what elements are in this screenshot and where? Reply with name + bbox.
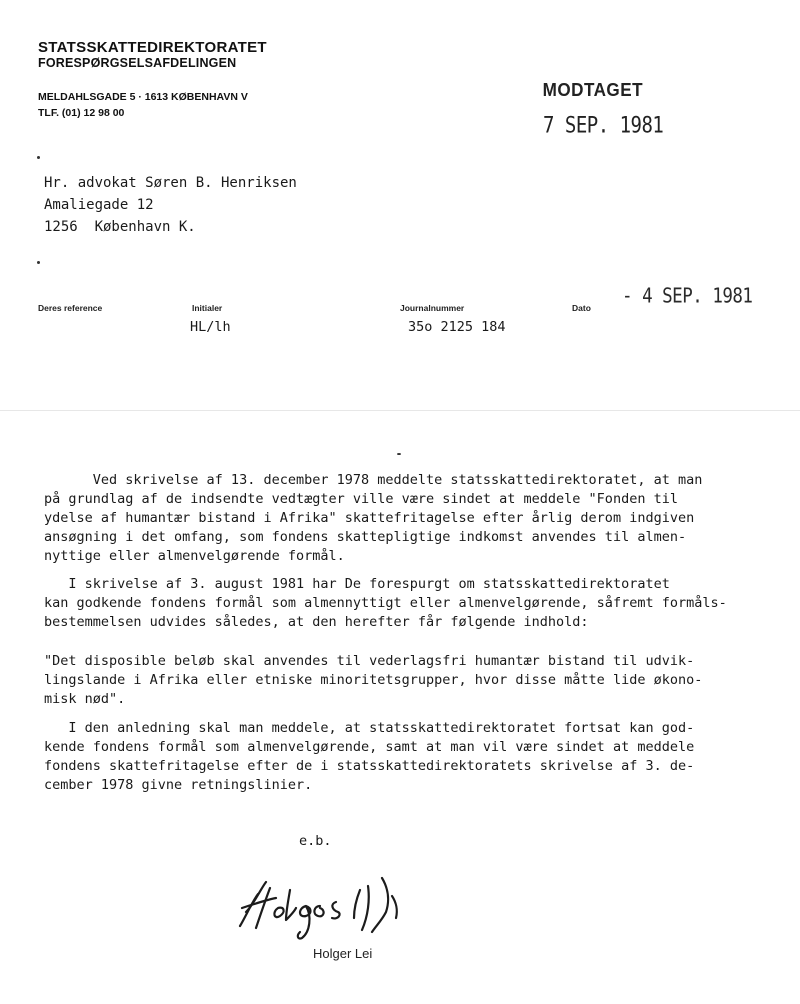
- initials-value: HL/lh: [190, 319, 231, 335]
- paper-fold-line: [0, 410, 800, 411]
- margin-mark: [37, 261, 40, 264]
- received-stamp-label: MODTAGET: [542, 80, 644, 100]
- on-behalf-mark: e.b.: [299, 833, 332, 849]
- journal-number-value: 35o 2125 184: [408, 319, 506, 335]
- margin-mark: [37, 156, 40, 159]
- date-label: Dato: [572, 303, 591, 313]
- your-reference-label: Deres reference: [38, 303, 103, 313]
- handwritten-signature: [232, 860, 432, 950]
- letterhead-phone: TLF. (01) 12 98 00: [38, 107, 125, 119]
- body-paragraph: Ved skrivelse af 13. december 1978 meddelte statsskattedirektoratet, at man på grundlag af de indsendte vedtægter ville være sindet at meddele "Fonden til ydelse af humantær bistand i Afrika" skattefritagelse efter årlig derom indgiven ansøgning i det omfang, som fondens skattepligtige indkomst anvendes til almen- nyttige eller almenvelgørende formål.: [44, 472, 703, 564]
- body-paragraph: I skrivelse af 3. august 1981 har De forespurgt om statsskattedirektoratet kan godkende fondens formål som almennyttigt eller almenvelgørende, såfremt formåls- bestemmelsen udvides således, at den herefter får følgende indhold:: [44, 576, 727, 630]
- recipient-line: Amaliegade 12: [44, 197, 154, 213]
- letterhead-organization: STATSSKATTEDIREKTORATET: [38, 39, 267, 56]
- signer-name: Holger Lei: [313, 946, 373, 961]
- recipient-line: 1256 København K.: [44, 219, 196, 235]
- date-stamp: - 4 SEP. 1981: [622, 285, 753, 308]
- body-paragraph: I den anledning skal man meddele, at statsskattedirektoratet fortsat kan god- kende fondens formål som almenvelgørende, samt at man vil være sindet at meddele fondens skattefritagelse efter de i statsskattedirektoratets skrivelse af 3. de- cember 1978 givne retningslinier.: [44, 720, 695, 793]
- initials-label: Initialer: [192, 303, 223, 313]
- quoted-purpose-paragraph: "Det disposible beløb skal anvendes til vederlagsfri humantær bistand til udvik- lingslande i Afrika eller etniske minoritetsgrupper, hvor disse måtte lide økono- misk nød".: [44, 653, 703, 707]
- letterhead-department: FORESPØRGSELSAFDELINGEN: [38, 56, 237, 70]
- recipient-address: [44, 172, 297, 238]
- letterhead-address: MELDAHLSGADE 5 · 1613 KØBENHAVN V: [38, 91, 248, 103]
- ink-speck: [397, 453, 401, 455]
- received-stamp-date: 7 SEP. 1981: [543, 113, 664, 139]
- recipient-line: Hr. advokat Søren B. Henriksen: [44, 175, 297, 191]
- journal-number-label: Journalnummer: [400, 303, 465, 313]
